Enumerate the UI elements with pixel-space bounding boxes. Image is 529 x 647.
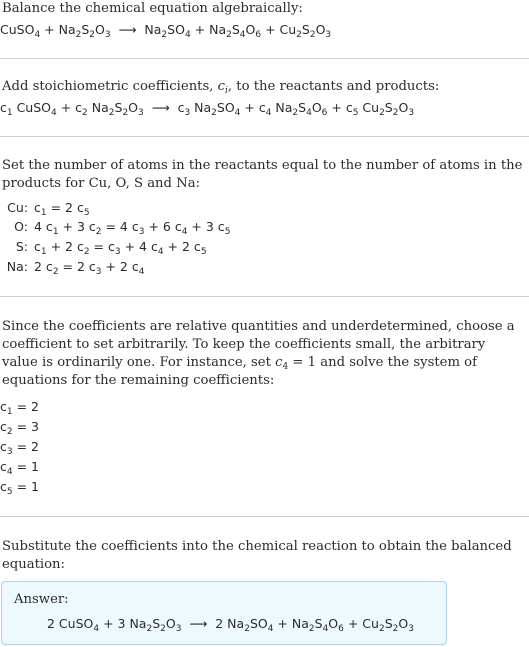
intro-heading: Balance the chemical equation algebraically: xyxy=(2,1,303,16)
label-cu: Cu: xyxy=(7,200,28,215)
equation-with-coefficients: $c_1$ CuSO$_4$ + $c_2$ $Na_2S_2O_3$ ⟶ $c_3$ $Na_2SO_4 + c_4$ $Na_2S_4O_6 + c_5$ $Cu_2S_2O_3$ xyxy=(0,100,415,118)
coefficients-heading: Add stoichiometric coefficients, $c_i$, to the reactants and products: xyxy=(2,79,440,96)
equation-na: Na: 2 $c_2 = 2$ $c_3 + 2$ $c_4$ xyxy=(0,258,144,276)
unbalanced-equation: CuSO$_4$ + $Na_2S_2O_3$ ⟶ $Na_2SO_4 + Na_2S_4O_6 + Cu_2S_2O_3$ xyxy=(0,22,332,40)
label-na: Na: xyxy=(6,259,28,274)
answer-label: Answer: xyxy=(14,592,69,607)
divider xyxy=(0,516,529,517)
solution-c3: $c_3 = 2$ xyxy=(0,439,39,457)
equation-s: S: $c_1 + 2$ $c_2 = c_3 + 4$ $c_4 + 2$ $c_5$ xyxy=(0,238,207,256)
solution-c5: $c_5 = 1$ xyxy=(0,479,39,497)
solve-heading: Since the coefficients are relative quantities and underdetermined, choose a coefficient to set arbitrarily. To keep the coefficients small, the arbitrary value is ordinarily one. For instance, set $c_4 = 1$ and solve the system of equations for the remaining coefficients: xyxy=(2,319,515,388)
equation-cu: Cu: $c_1 = 2$ $c_5$ xyxy=(0,199,90,217)
balanced-equation: 2 CuSO$_4$ + 3 $Na_2S_2O_3$ ⟶ 2 $Na_2SO_4 + Na_2S_4O_6 + Cu_2S_2O_3$ xyxy=(47,616,414,634)
divider xyxy=(0,58,529,59)
substitute-heading: Substitute the coefficients into the chemical reaction to obtain the balanced equation: xyxy=(2,539,512,572)
answer-box xyxy=(1,581,447,645)
solution-c1: $c_1 = 2$ xyxy=(0,399,39,417)
solution-c4: $c_4 = 1$ xyxy=(0,459,39,477)
divider xyxy=(0,136,529,137)
atoms-heading: Set the number of atoms in the reactants equal to the number of atoms in the products for Cu, O, S and Na: xyxy=(2,158,523,191)
equation-o: O: 4 $c_1 + 3$ $c_2 = 4$ $c_3 + 6$ $c_4 + 3$ $c_5$ xyxy=(0,218,230,236)
label-s: S: xyxy=(15,239,28,254)
label-o: O: xyxy=(14,219,28,234)
divider xyxy=(0,296,529,297)
solution-c2: $c_2 = 3$ xyxy=(0,419,39,437)
